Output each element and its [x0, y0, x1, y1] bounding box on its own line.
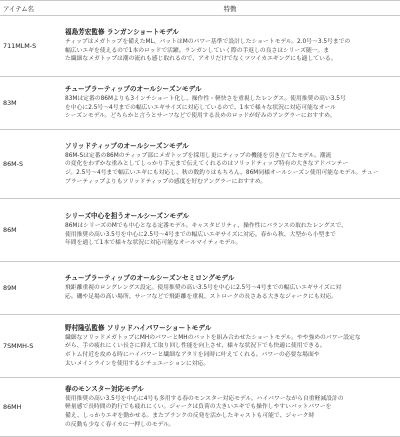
- feature-subtitle: 福島芳宏監修 ランガンショートモデル: [65, 28, 179, 37]
- feature-subtitle: ソリッドティップのオールシーズンモデル: [65, 141, 189, 150]
- table-row: [0, 16, 400, 77]
- feature-line: 備え、しっかりエギを動かせる。またブランクの反発を活かしたキャストも可能で、ジャーク時: [65, 413, 315, 419]
- header-feature: 特徴: [60, 1, 400, 16]
- table-row: [0, 378, 400, 437]
- feature-subtitle: シリーズ中心を担うオールシーズンモデル: [65, 212, 189, 221]
- table-row: [0, 77, 400, 130]
- table-row: [0, 130, 400, 199]
- item-feature: [60, 199, 400, 262]
- feature-line: 使用推奨の高い3.5号を中心に2.5号～4号までの幅広いエギサイズに対応。春から秋、大型から小型まで: [65, 231, 336, 238]
- feature-line: 飛距離重視のロングレングス設定。使用推奨の高い3.5号を中心に2.5号～4号までの幅広いエギサイズに対: [65, 285, 342, 292]
- table-row: [0, 199, 400, 262]
- feature-line: の反動も少なく春イカに一押しのモデル。: [65, 421, 175, 428]
- feature-line: 83Mは定番の86Mよりも3インチショート化し、操作性・軽快さを重視したレングス。使用推奨の高い3.5号: [65, 96, 346, 103]
- feature-line: がら、手の疲れにくい長さに抑えて取り回し性能を向上させ、様々な状況下でも快適に使用できる。: [65, 343, 326, 350]
- header-item-name: アイテム名: [0, 1, 60, 16]
- item-feature: [60, 16, 400, 77]
- item-feature: [60, 378, 400, 437]
- feature-line: 繊細なソリッドメガトップにMHのパワーとMHのバットを組み合わせたショートモデル。やや強めのパワー設定な: [65, 334, 361, 341]
- feature-line: 太いメインラインを使用するシチュエーションに対応。: [65, 360, 210, 367]
- item-feature: [60, 315, 400, 378]
- item-feature: [60, 262, 400, 315]
- feature-line: 年間を通して1本で様々な状況に対応可能なオールマイティモデル。: [65, 240, 242, 247]
- feature-subtitle: チューブラーティップのオールシーズンセミロングモデル: [65, 274, 235, 283]
- feature-line: た繊細なメガトップは潮の流れも感じ取れるので、アオリだけでなくツツイカエギングにも適している。: [65, 56, 337, 63]
- feature-line: を中心に2.5号～4号までの幅広いエギサイズに対応しているので、1本で様々な状況に対応可能なオール: [65, 104, 336, 111]
- item-name: 7SMMH-S: [0, 315, 60, 378]
- item-name: 711MLM-S: [0, 16, 60, 77]
- feature-line: 86M-Sは定番の86Mのティップ部にメガトップを採用し更にティップの機能を引き立てたモデル。潮流: [65, 152, 332, 159]
- feature-subtitle: チューブラーティップのオールシーズンモデル: [65, 85, 202, 94]
- item-feature: [60, 130, 400, 199]
- item-name: 83M: [0, 77, 60, 130]
- feature-line: ブラーティップよりもソリッドティップの感度を好むアングラーにおすすめ。: [65, 178, 267, 185]
- feature-line: ティップはメガトップを備えたML、バットはMのパワー基準で設計したショートモデル。2.0号～3.5号までの: [65, 39, 351, 46]
- item-name: 86M-S: [0, 130, 60, 199]
- item-feature: [60, 77, 400, 130]
- feature-subtitle: 野村隆弘監修 ソリッドハイパワーショートモデル: [65, 323, 212, 332]
- feature-line: 応。磯や足場の高い場所、サーフなどで飛距離を重視、ストロークの長さある大きなジャークにも対応。: [65, 294, 338, 300]
- feature-line: ジ。2.5号～4号まで幅広いエギにも対応し、秋の数釣りはもちろん、86M同様オールシーズン使用可能なモデル。チュー: [65, 170, 379, 176]
- table-row: [0, 315, 400, 378]
- item-name: 86MH: [0, 378, 60, 437]
- feature-line: 86MはシリーズのMでも中心となる定番モデル。キャスタビリティ、操作性にバランスの取れたレングスで、: [65, 223, 347, 230]
- feature-line: ボトム付近を攻める時にハイパワーと繊細なアタリを同時に叶えてくれる。パワーの必要な場面や: [65, 352, 320, 358]
- feature-subtitle: 春のモンスター対応モデル: [65, 384, 144, 393]
- item-name: 89M: [0, 262, 60, 315]
- feature-line: 使用推奨の高い3.5号を中心に4号も多用する春のモンスター対応モデル。ハイパワーながら自重軽減設計の: [65, 395, 344, 402]
- table-header-row: [0, 1, 400, 16]
- feature-line: 軽量感で長時間の釣行でも疲れにくい。ジャークは負荷の大きいエギでも操作しやすいバットパワーを: [65, 404, 332, 411]
- table-row: [0, 262, 400, 315]
- feature-line: シーズンモデル。どちらかと言うとサーフなどで使用する長めのロッドが好みのアングラーにおすすめ。: [65, 113, 336, 120]
- item-name: 86M: [0, 199, 60, 262]
- feature-line: の変化をわずかな重みとしてしっかり手元まで伝えてくれるのはソリッドティップ特有の大きなアドバンテー: [65, 161, 349, 168]
- feature-line: 幅広いエギを使えるので1本のロッドで活躍。ランガンしていく際の手返しの良さはシリーズ随一。ま: [65, 47, 330, 54]
